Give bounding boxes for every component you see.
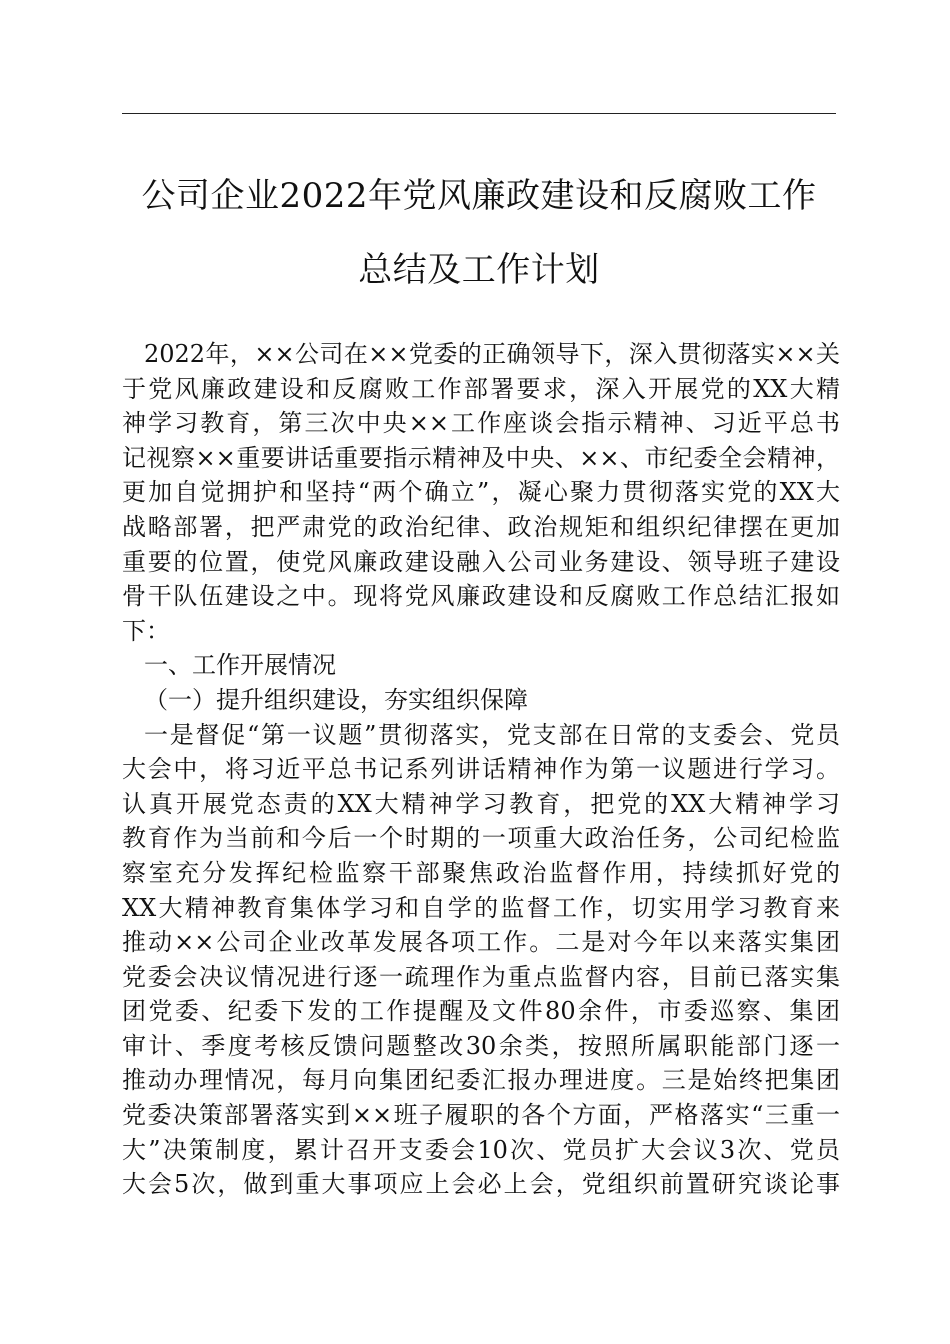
subsection-heading: （一）提升组织建设，夯实组织保障 — [144, 685, 528, 714]
text-line: 推动××公司企业改革发展各项工作。二是对今年以来落实集团 — [122, 928, 840, 957]
document-title-line-2: 总结及工作计划 — [358, 250, 600, 290]
document-body — [122, 337, 840, 1202]
text-line: 察室充分发挥纪检监察干部聚焦政治监督作用，持续抓好党的 — [122, 858, 840, 887]
text-line: 党委决策部署落实到××班子履职的各个方面，严格落实“三重一 — [122, 1101, 840, 1130]
document-title-line-1: 公司企业2022年党风廉政建设和反腐败工作 — [141, 176, 817, 216]
text-line: 神学习教育，第三次中央××工作座谈会指示精神、习近平总书 — [122, 409, 840, 438]
text-line: 认真开展党态责的XX大精神学习教育，把党的XX大精神学习 — [122, 789, 840, 818]
text-line: 大”决策制度，累计召开支委会10次、党员扩大会议3次、党员 — [122, 1135, 840, 1164]
text-line: 推动办理情况，每月向集团纪委汇报办理进度。三是始终把集团 — [122, 1066, 840, 1095]
text-line: 骨干队伍建设之中。现将党风廉政建设和反腐败工作总结汇报如 — [122, 582, 840, 611]
text-line: 2022年，××公司在××党委的正确领导下，深入贯彻落实××关 — [144, 340, 840, 368]
text-line: 大会中，将习近平总书记系列讲话精神作为第一议题进行学习。 — [122, 755, 840, 784]
section-heading: 一、工作开展情况 — [144, 651, 336, 680]
text-line: 大会5次，做到重大事项应上会必上会，党组织前置研究谈论事 — [122, 1170, 840, 1199]
text-line: 教育作为当前和今后一个时期的一项重大政治任务，公司纪检监 — [122, 824, 840, 853]
text-line: 下： — [122, 616, 170, 645]
text-line: 党委会决议情况进行逐一疏理作为重点监督内容，目前已落实集 — [122, 962, 840, 991]
text-line: 团党委、纪委下发的工作提醒及文件80余件，市委巡察、集团 — [122, 997, 840, 1026]
text-line: 战略部署，把严肃党的政治纪律、政治规矩和组织纪律摆在更加 — [122, 512, 840, 541]
text-line: 一是督促“第一议题”贯彻落实，党支部在日常的支委会、党员 — [144, 720, 840, 749]
header-rule — [122, 113, 836, 114]
text-line: 记视察××重要讲话重要指示精神及中央、××、市纪委全会精神， — [122, 443, 840, 472]
text-line: 于党风廉政建设和反腐败工作部署要求，深入开展党的XX大精 — [122, 374, 840, 403]
text-line: 更加自觉拥护和坚持“两个确立”，凝心聚力贯彻落实党的XX大 — [122, 478, 840, 507]
text-line: XX大精神教育集体学习和自学的监督工作，切实用学习教育来 — [122, 893, 840, 922]
text-line: 重要的位置，使党风廉政建设融入公司业务建设、领导班子建设 — [122, 547, 840, 576]
text-line: 审计、季度考核反馈问题整改30余类，按照所属职能部门逐一 — [122, 1031, 840, 1060]
